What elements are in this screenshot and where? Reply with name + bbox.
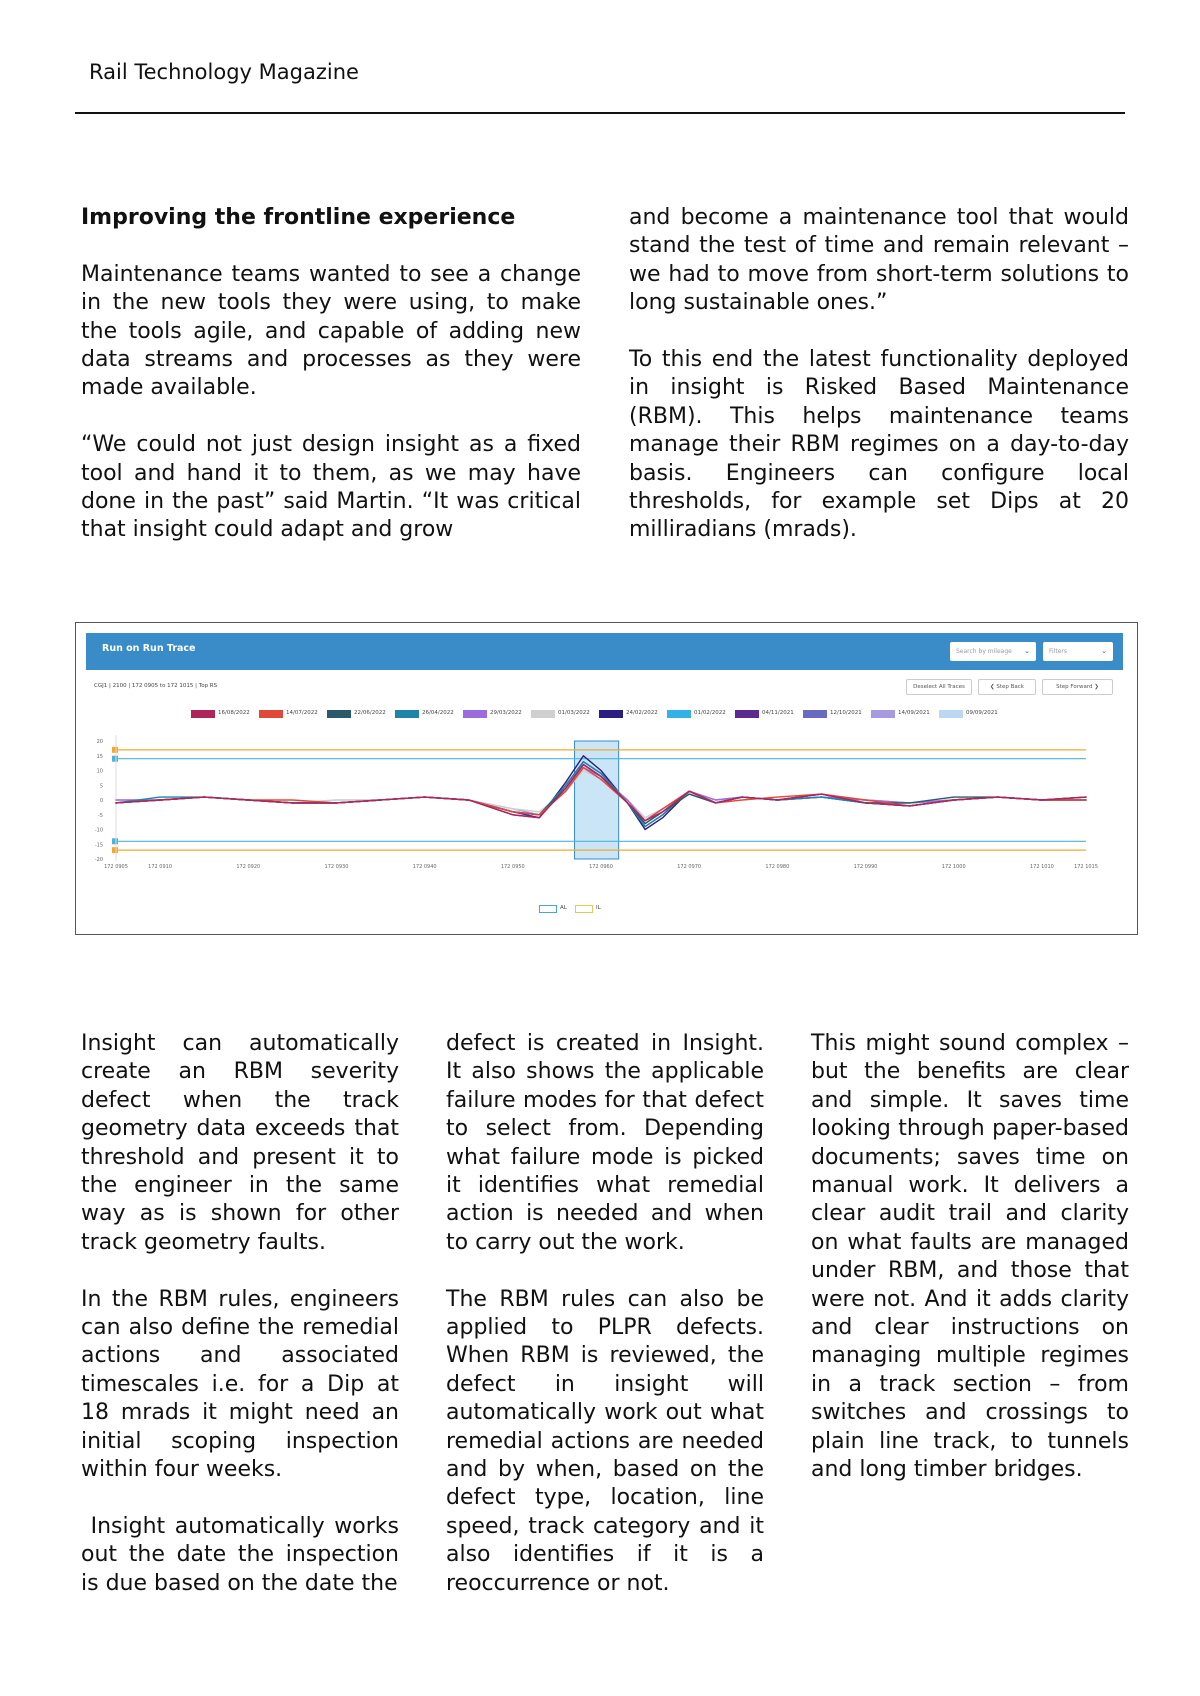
rail-legend-swatch [575, 905, 593, 913]
x-tick-label: 172 0920 [236, 864, 261, 870]
y-tick-label: -15 [94, 842, 103, 849]
section-heading: Improving the frontline experience [81, 205, 516, 230]
legend-label: 14/09/2021 [898, 710, 930, 716]
legend-label: 12/10/2021 [830, 710, 862, 716]
y-tick-label: -10 [94, 827, 103, 834]
legend-label: 09/09/2021 [966, 710, 998, 716]
trace-chart [86, 633, 1123, 924]
rail-legend-label: AL [560, 905, 567, 911]
step-forward-button[interactable]: Step Forward ❯ [1042, 679, 1113, 695]
chevron-down-icon: ⌄ [1024, 647, 1030, 655]
run-on-run-figure [75, 622, 1138, 935]
threshold-marker [112, 847, 118, 853]
threshold-marker [112, 838, 118, 844]
legend-label: 22/06/2022 [354, 710, 386, 716]
y-tick-label: -5 [98, 812, 103, 819]
x-tick-label: 172 0970 [677, 864, 702, 870]
x-tick-label: 172 0980 [765, 864, 790, 870]
x-tick-label: 172 0960 [589, 864, 613, 870]
y-tick-label: -20 [94, 857, 103, 863]
article-column-1 [81, 204, 581, 573]
rail-legend-label: IL [596, 905, 601, 911]
paragraph: The RBM rules can also be applied to PLPR defects. When RBM is reviewed, the defect in insight will automatically work out what remedial actions are needed and by when, based on the defect type, location, line speed, track category and it also identifies if it is a reoccurrence or not. [446, 1286, 764, 1596]
paragraph: “We could not just design insight as a fixed tool and hand it to them, as we may have done in the past” said Martin. “It was critical that insight could adapt and grow [81, 432, 581, 543]
legend-label: 14/07/2022 [286, 710, 318, 716]
paragraph: In the RBM rules, engineers can also define the remedial actions and associated timescales i.e. for a Dip at 18 mrads it might need an initial scoping inspection within four weeks. [81, 1286, 399, 1483]
step-back-button[interactable]: ❮ Step Back [978, 679, 1036, 695]
x-tick-label: 172 0930 [324, 864, 349, 870]
x-tick-label: 172 0990 [853, 864, 878, 870]
masthead: Rail Technology Magazine [89, 60, 359, 84]
y-tick-label: 5 [99, 783, 103, 790]
article-column-4 [446, 1030, 764, 1627]
x-tick-label: 172 1000 [941, 864, 966, 870]
chevron-down-icon: ⌄ [1101, 647, 1107, 655]
paragraph: Insight automatically works out the date the inspection is due based on the date the [81, 1513, 406, 1596]
filters-label: Filters [1049, 648, 1067, 655]
legend-label: 16/08/2022 [218, 710, 250, 716]
x-tick-label: 172 0905 [104, 864, 128, 870]
legend-label: 01/03/2022 [558, 710, 590, 716]
article-column-3 [81, 1030, 406, 1626]
paragraph: Insight can automatically create an RBM severity defect when the track geometry data exceeds that threshold and present it to the engineer in the same way as is shown for other track geometry faults. [81, 1031, 399, 1255]
threshold-marker [112, 747, 118, 753]
legend-label: 04/11/2021 [762, 710, 794, 716]
legend-label: 29/03/2022 [490, 710, 522, 716]
search-by-mileage-label: Search by mileage [956, 648, 1012, 655]
article-column-2 [629, 204, 1129, 573]
x-tick-label: 172 1010 [1029, 864, 1054, 870]
x-tick-label: 172 0910 [148, 864, 173, 870]
app-title: Run on Run Trace [102, 643, 196, 654]
legend-label: 01/02/2022 [694, 710, 726, 716]
paragraph: defect is created in Insight. It also shows the applicable failure modes for that defect to select from. Depending what failure mode is picked it identifies what remedial action is needed and when to carry out the work. [446, 1031, 764, 1255]
paragraph: and become a maintenance tool that would stand the test of time and remain relevant – we had to move from short-term solutions to long sustainable ones.” [629, 205, 1129, 316]
article-column-5 [811, 1030, 1129, 1513]
paragraph: This might sound complex – but the benefits are clear and simple. It saves time looking through paper-based documents; saves time on manual work. It delivers a clear audit trail and clarity on what faults are managed under RBM, and those that were not. And it adds clarity and clear instructions on managing multiple regimes in a track section – from switches and crossings to plain line track, to tunnels and long timber bridges. [811, 1031, 1129, 1483]
threshold-marker [112, 756, 118, 762]
y-tick-label: 0 [99, 798, 103, 804]
paragraph: To this end the latest functionality deployed in insight is Risked Based Maintenance (RBM). This helps maintenance teams manage their RBM regimes on a day-to-day basis. Engineers can configure local thresholds, for example set Dips at 20 milliradians (mrads). [629, 347, 1129, 543]
paragraph: Maintenance teams wanted to see a change in the new tools they were using, to make the tools agile, and capable of adding new data streams and processes as they were made available. [81, 261, 581, 401]
run-on-run-app [86, 633, 1123, 924]
rail-legend-swatch [539, 905, 557, 913]
y-tick-label: 20 [96, 739, 103, 745]
x-tick-label: 172 0950 [500, 864, 525, 870]
deselect-all-traces-button[interactable]: Deselect All Traces [906, 679, 972, 695]
legend-label: 26/04/2022 [422, 710, 454, 716]
x-tick-label: 172 1015 [1074, 864, 1098, 870]
legend-label: 24/02/2022 [626, 710, 658, 716]
header-rule [75, 112, 1125, 114]
y-tick-label: 15 [96, 753, 103, 760]
y-tick-label: 10 [96, 768, 103, 775]
breadcrumb: CGJ1 | 2100 | 172 0905 to 172 1015 | Top RS [94, 683, 218, 689]
x-tick-label: 172 0940 [412, 864, 437, 870]
